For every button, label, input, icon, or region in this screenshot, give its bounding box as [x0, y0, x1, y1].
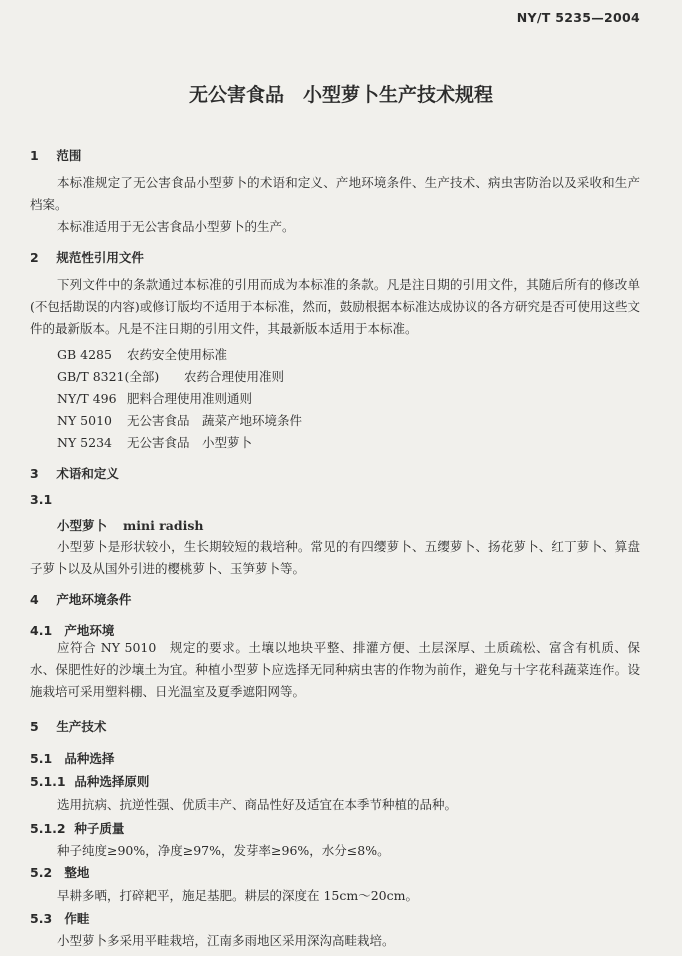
reference-code: NY 5010 — [57, 413, 112, 428]
reference-title: 无公害食品 小型萝卜 — [127, 435, 253, 450]
reference-title: 无公害食品 蔬菜产地环境条件 — [127, 413, 303, 428]
reference-title: 肥料合理使用准则通则 — [127, 391, 253, 406]
section-4-heading — [30, 590, 131, 608]
section-3-heading — [30, 464, 119, 482]
reference-item — [57, 345, 227, 363]
reference-code: GB/T 8321(全部) — [57, 369, 160, 384]
subsection-5-1-heading — [30, 749, 114, 767]
subsection-5-1-1-text: 选用抗病、抗逆性强、优质丰产、商品性好及适宜在本季节种植的品种。 — [57, 797, 458, 812]
section-2-heading — [30, 248, 144, 266]
reference-code: NY 5234 — [57, 435, 112, 450]
section-title: 规范性引用文件 — [56, 250, 144, 265]
reference-code: GB 4285 — [57, 347, 112, 362]
section-5-heading — [30, 717, 106, 735]
section-number: 3 — [30, 466, 39, 481]
section-number: 4 — [30, 592, 39, 607]
document-title: 无公害食品 小型萝卜生产技术规程 — [188, 84, 493, 106]
subsection-number: 4.1 — [30, 623, 53, 638]
subsection-number: 5.2 — [30, 865, 53, 880]
subsection-title: 作畦 — [64, 911, 90, 926]
subsection-number: 3.1 — [30, 492, 53, 507]
section-title: 生产技术 — [56, 719, 107, 734]
section-2-paragraph-1: 下列文件中的条款通过本标准的引用而成为本标准的条款。凡是注日期的引用文件，其随后所有的修改单(不包括勘误的内容)或修订版均不适用于本标准，然而，鼓励根据本标准达成协议的各方研究是否可使用这些文件的最新版本。凡是不注日期的引用文件，其最新版本适用于本标准。 — [30, 277, 640, 336]
section-title: 术语和定义 — [56, 466, 119, 481]
section-4-paragraph-1: 应符合 NY 5010 规定的要求。土壤以地块平整、排灌方便、土层深厚、土质疏松、富含有机质、保水、保肥性好的沙壤土为宜。种植小型萝卜应选择无同种病虫害的作物为前作，避免与十字花科蔬菜连作。设施栽培可采用塑料棚、日光温室及夏季遮阳网等。 — [30, 640, 640, 699]
section-title: 产地环境条件 — [56, 592, 132, 607]
subsection-5-1-1-heading — [30, 772, 149, 790]
subsection-title: 种子质量 — [74, 821, 125, 836]
section-title: 范围 — [56, 148, 82, 163]
reference-title: 农药合理使用准则 — [184, 369, 285, 384]
subsection-title: 产地环境 — [64, 623, 115, 638]
subsection-number: 5.3 — [30, 911, 53, 926]
section-3-paragraph-1: 小型萝卜是形状较小，生长期较短的栽培种。常见的有四缨萝卜、五缨萝卜、扬花萝卜、红丁萝卜、算盘子萝卜以及从国外引进的樱桃萝卜、玉笋萝卜等。 — [30, 539, 640, 576]
reference-item — [57, 389, 252, 407]
subsection-number: 5.1 — [30, 751, 53, 766]
reference-item — [57, 433, 252, 451]
section-number: 1 — [30, 148, 39, 163]
reference-item — [57, 411, 302, 429]
subsection-3-1-heading — [30, 492, 60, 507]
subsection-title: 品种选择原则 — [74, 774, 150, 789]
subsection-5-1-2-heading — [30, 819, 124, 837]
section-number: 5 — [30, 719, 39, 734]
subsection-5-2-heading — [30, 863, 89, 881]
term-chinese: 小型萝卜 — [57, 518, 108, 533]
subsection-5-1-2-text: 种子纯度≥90%，净度≥97%，发芽率≥96%，水分≤8%。 — [57, 843, 390, 858]
term-heading — [57, 516, 203, 534]
reference-item — [57, 367, 284, 385]
reference-title: 农药安全使用标准 — [127, 347, 228, 362]
standard-code: NY/T 5235—2004 — [516, 10, 640, 25]
reference-code: NY/T 496 — [57, 391, 117, 406]
subsection-title: 品种选择 — [64, 751, 115, 766]
term-english: mini radish — [123, 518, 204, 533]
section-number: 2 — [30, 250, 39, 265]
subsection-number: 5.1.2 — [30, 821, 66, 836]
subsection-5-3-heading — [30, 909, 89, 927]
subsection-number: 5.1.1 — [30, 774, 66, 789]
section-1-paragraph-1: 本标准规定了无公害食品小型萝卜的术语和定义、产地环境条件、生产技术、病虫害防治以及采收和生产档案。 — [30, 175, 640, 212]
subsection-5-3-text: 小型萝卜多采用平畦栽培，江南多雨地区采用深沟高畦栽培。 — [57, 933, 395, 948]
subsection-title: 整地 — [64, 865, 90, 880]
section-1-paragraph-2: 本标准适用于无公害食品小型萝卜的生产。 — [57, 219, 295, 234]
section-1-heading — [30, 146, 81, 164]
subsection-5-2-text: 早耕多晒，打碎耙平，施足基肥。耕层的深度在 15cm～20cm。 — [57, 888, 418, 903]
